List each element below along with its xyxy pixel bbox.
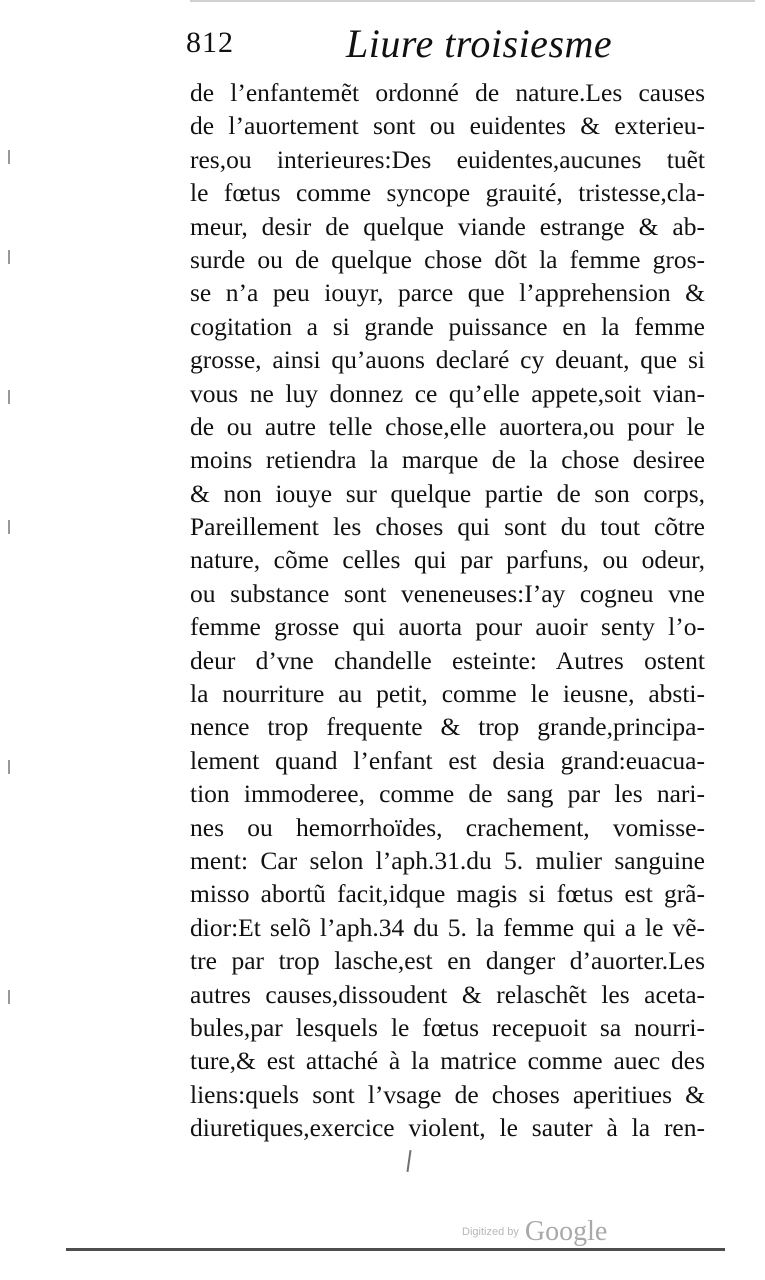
watermark-prefix: Digitized by (462, 1226, 519, 1238)
text-line: deur d’vne chandelle esteinte: Autres ostent (190, 645, 705, 675)
text-line: grosse, ainsi qu’auons declaré cy deuant, que si (190, 345, 705, 375)
text-line: femme grosse qui auorta pour auoir senty l’o- (190, 612, 705, 642)
page-header (186, 20, 706, 76)
stray-ink-mark (406, 1150, 411, 1172)
page-number: 812 (186, 26, 234, 59)
top-edge-rule (190, 0, 755, 2)
text-line: liens:quels sont l’vsage de choses aperitiues & (190, 1079, 705, 1109)
text-line: Pareillement les choses qui sont du tout cõtre (190, 512, 705, 542)
spine-mark (8, 150, 16, 164)
text-line: le fœtus comme syncope grauité, tristesse,cla- (190, 178, 705, 208)
text-line: de l’auortement sont ou euidentes & exterieu- (190, 111, 705, 141)
spine-mark (8, 520, 16, 534)
text-line: misso abortũ facit,idque magis si fœtus est grã- (190, 879, 705, 909)
running-title: Liure troisiesme (346, 21, 613, 66)
text-line: lement quand l’enfant est desia grand:euacua- (190, 745, 705, 775)
text-line: moins retiendra la marque de la chose desiree (190, 445, 705, 475)
text-line: & non iouye sur quelque partie de son corps, (190, 478, 705, 508)
text-line: nes ou hemorrhoïdes, crachement, vomisse- (190, 812, 705, 842)
digitized-watermark (462, 1212, 607, 1252)
text-line: nence trop frequente & trop grande,principa- (190, 712, 705, 742)
text-line: vous ne luy donnez ce qu’elle appete,soit vian- (190, 378, 705, 408)
text-line: meur, desir de quelque viande estrange & ab- (190, 211, 705, 241)
text-line: autres causes,dissoudent & relaschẽt les aceta- (190, 979, 705, 1009)
spine-marks (8, 0, 22, 1280)
text-line: ou substance sont veneneuses:I’ay cogneu vne (190, 578, 705, 608)
spine-mark (8, 390, 16, 404)
text-line: de ou autre telle chose,elle auortera,ou pour le (190, 411, 705, 441)
text-line: la nourriture au petit, comme le ieusne, absti- (190, 679, 705, 709)
spine-mark (8, 250, 16, 264)
text-line: dior:Et selõ l’aph.34 du 5. la femme qui a le vẽ- (190, 912, 705, 942)
text-line: cogitation a si grande puissance en la femme (190, 311, 705, 341)
text-line: diuretiques,exercice violent, le sauter à la ren- (190, 1113, 705, 1143)
text-line: se n’a peu iouyr, parce que l’apprehension & (190, 278, 705, 308)
google-logo: Google (524, 1216, 608, 1247)
text-line: de l’enfantemẽt ordonné de nature.Les causes (190, 78, 705, 107)
text-line: bules,par lesquels le fœtus recepuoit sa nourri- (190, 1012, 705, 1042)
text-line: ment: Car selon l’aph.31.du 5. mulier sanguine (190, 845, 705, 875)
text-line: tion immoderee, comme de sang par les nari- (190, 779, 705, 809)
body-text (190, 76, 705, 1145)
text-line: tre par trop lasche,est en danger d’auorter.Les (190, 946, 705, 976)
text-line: surde ou de quelque chose dõt la femme gros- (190, 244, 705, 274)
spine-mark (8, 760, 16, 774)
bottom-edge-rule (66, 1248, 725, 1251)
spine-mark (8, 990, 16, 1004)
text-line: nature, cõme celles qui par parfuns, ou odeur, (190, 545, 705, 575)
text-line: res,ou interieures:Des euidentes,aucunes tuẽt (190, 144, 705, 174)
text-line: ture,& est attaché à la matrice comme auec des (190, 1046, 705, 1076)
